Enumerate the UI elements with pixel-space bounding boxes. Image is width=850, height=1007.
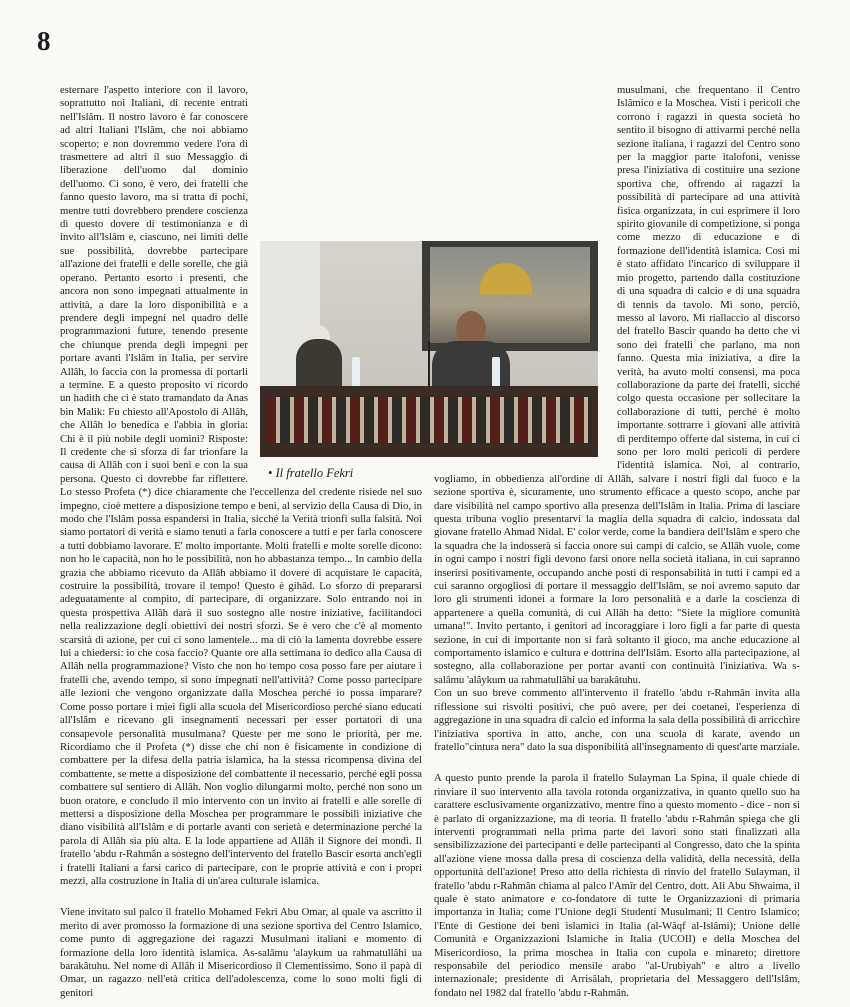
paragraph-gap — [60, 888, 422, 906]
right-paragraph-1: musulmani, che frequentano il Centro Islâmico e la Moschea. Visti i pericoli che corrono i ragazzi in questa società ho sentito il bisogno di attivarmi perché nella sezione italiana, i ragazzi del Centro sono per la maggior parte italofoni, venisse presa l'iniziativa di costituire una sezione sportiva che, offrendo ai ragazzi la possibilità di partecipare ad una attività fisica organizzata, in cui esprimere il loro spirito giovanile di competizione, si ponga come mezzo di educazione e di formazione dell'identità islamica. Così mi è stato affidato l'incarico di sviluppare il mio progetto, partendo dalla costituzione di una squadra di calcio e di una squadra di tennis da tavolo. Mi sono, perciò, messo al lavoro. Mi riallaccio al discorso del fratello Bascir quando ha detto che vi sono dei fratelli che parlano, ma non fanno. Questa mia iniziativa, a dire la verità, ha avuto molti consensi, ma poca collaborazione da parte dei fratelli, sicché colgo questa occasione per sollecitare la collaborazione di tutti, perché è molto importante sottrarre i giovani alle attività di perditempo offerte dal sistema, in cui ci sono per loro molti pericoli di perdere l'identità islamica. Noi, al contrario, vogliamo, in obbedienza all'ordine di Allâh, salvare i nostri figli dal fuoco e la sezione sportiva è, sicuramente, uno strumento efficace a questo scopo, anche par dare visibilità nel campo sportivo alla presenza dell'Islâm in Italia. Prima di lasciare questa tribuna voglio presentarvi la maglia della squadra di calcio, indossata dal giovane fratello Ahmad Nidal. E' color verde, come la bandiera dell'Islâm e spero che la squadra che la indosserà si faccia onore sui campi di calcio, se Allâh vuole, come in ogni campo i nostri figli devono farsi onore nella società italiana, in cui sapranno inserirsi positivamente, occupando anche posti di responsabilità in tutti i campi ed a cui saranno orgogliosi di portare il messaggio dell'Islâm, se noi avremo saputo dar loro gli strumenti idonei a formare la loro personalità e a darle la coscienza di appartenere a quella comunità, di cui Allâh ha detto: "Siete la migliore comunità umana!". Invito pertanto, i genitori ad incoraggiare i loro figli a far parte di questa sezione, in cui di importante non si farà soltanto il gioco, ma anche educazione al comportamento islamico e cultura e dottrina dell'Islâm. Esorto alla partecipazione, al sostegno, alla collaborazione per portar avanti con continuità l'iniziativa. Wa s-salâmu 'alâykum ua rahmatullâhi ua barakâtuhu. — [434, 84, 800, 686]
left-paragraph-2: Viene invitato sul palco il fratello Mohamed Fekri Abu Omar, al quale va ascritto il merito di aver promosso la formazione di una sezione sportiva del Centro Islamico, come punto di aggregazione dei ragazzi Musulmani italiani e momento di formazione della loro identità islamica. As-salâmu 'alaykum ua rahmatullâhi ua barakâtuhu. Nel nome di Allâh il Misericordioso il Clementissimo. Sono il papà di Omar, un ragazzo nell'età critica dell'adolescenza, come lo sono molti figli di genitori — [60, 906, 422, 999]
photo-person-left — [296, 339, 342, 391]
photo-bottle — [352, 357, 360, 387]
photo-caption: • Il fratello Fekri — [268, 466, 354, 480]
photo-bottle — [492, 357, 500, 387]
right-text-column — [434, 84, 800, 1000]
page-number: 8 — [37, 26, 51, 56]
speaker-photo — [260, 241, 598, 457]
paragraph-gap — [434, 754, 800, 772]
photo-table-cloth — [266, 397, 592, 443]
photo-picture — [430, 247, 590, 343]
left-paragraph-1: esternare l'aspetto interiore con il lavoro, soprattutto noi Italiani, di recente entrati nell'Islâm. Il nostro lavoro è far conoscere ad altri Italiani l'Islâm, che noi abbiamo scoperto; e non dovremmo vedere l'ora di trasmettere ad altri il suo Messaggio di liberazione dell'uomo dal dominio dell'uomo. Ci sono, è vero, dei fratelli che fanno questo lavoro, ma si tratta di pochi, mentre tutti dovrebbero prendere coscienza di questo dovere di testimonianza e di invito all'Islâm e, ciascuno, nei limiti delle sue possibilità, dovrebbe partecipare all'azione dei fratelli e delle sorelle, che già operano. Pertanto esorto i presenti, che ancora non sono impegnati attualmente in attività, a dare la loro disponibilità e a prendere degli impegni nel quadro delle programmazioni future, tenendo presente che chiunque prenda degli impegni per portare avanti l'Islâm in Italia, per servire Allâh, lo faccia con la promessa di portarli a termine. E a questo proposito vi ricordo un hadith che ci è stato tramandato da Anas bin Malik: Fu chiesto all'Apostolo di Allâh, che Allâh lo benedica e l'abbia in gloria: Chi è il più nobile degli uomini? Risposte: Il credente che si sforza di far trionfare la causa di Allâh con i suoi beni e con la sua persona. Questo ci dovrebbe far riflettere. Lo stesso Profeta (*) dice chiaramente che l'eccellenza del credente risiede nel suo impegno, cioè mettere a disposizione tempo e beni, al servizio della Causa di Dio, in modo che l'Islâm possa espandersi in Italia, sicché la Verità trionfi sulla falsità. Noi siamo portatori di verità e siamo tenuti a farla conoscere a tutti e per farla conoscere a tutti dobbiamo lavorare. E' molto importante. Molti fratelli e molte sorelle dicono: non ho le capacità, non ho le possibilità, non ho abbastanza tempo... In cambio della grazia che abbiamo ricevuto da Allâh abbiamo il dovere di acquistare le capacità, costruire la possibilità, trovare il tempo! Questo è gihâd. Lo sforzo di prepararsi adeguatamente al compito, di partecipare, di organizzare. Solo entrando noi in questa prospettiva Allâh darà il suo sostegno alle nostre iniziative, facilitandoci nella realizzazione degli obiettivi dei nostri sforzi. Se è vero che c'è al momento scarsità di azione, per cui ci sono lamentele... ma di ciò la lamenta dovrebbe essere lui a chiedersi: io che cosa faccio? Quante ore alla settimana io dedico alla Causa di Allâh nella programmazione? Visto che non ho tempo cosa posso fare per aiutare i fratelli che, avendo tempo, si sono impegnati nell'attività? Come posso partecipare alle lezioni che vengono organizzate dalla Moschea perché io possa imparare? Come posso portare i miei figli alla scuola del Misericordioso perché siano educati all'Islâm e ricevano gli insegnamenti necessari per esser portatori di una consapevole personalità musulmana? Queste per me sono le priorità, per me. Ricordiamo che il Profeta (*) disse che chi non è fisicamente in condizione di combattere per la difesa della patria islamica, ha la stessa ricompensa divina del combattente, se mette a disposizione del combattente il necessario, perché egli possa combattere sul sentiero di Allâh. Non voglio dilungarmi molto, perché non sono un buon oratore, e concludo il mio intervento con un invito ai fratelli e alle sorelle di mettersi a disposizione della Moschea per programmare le possibili iniziative che diano visibilità all'Islâm e di portarle avanti con serietà e determinazione perché la parola di Allâh sia più alta. E la lode appartiene ad Allâh il Signore dei mondi. Il fratello 'abdu r-Rahmân a sostegno dell'intervento del fratello Bascir esorta anch'egli i fratelli Italiani a farsi carico di partecipare, con le proprie attività e con i propri mezzi, alla costruzione in Italia di un'area culturale islamica. — [60, 84, 422, 887]
photo-microphone — [428, 341, 430, 387]
left-text-column — [60, 84, 422, 1000]
right-paragraph-3: A questo punto prende la parola il fratello Sulayman La Spina, il quale chiede di rinviare il suo intervento alla tavola rotonda organizzativa, in quanto quello suo ha carattere esclusivamente organizzativo, mentre fino a questo momento - dice - non si è parlato di organizzazione, ma di teoria. Il fratello 'abdu r-Rahmân spiega che gli interventi programmati nella prima parte dei lavori sono stati finalizzati alla sensibilizzazione dei partecipanti e delle partecipanti al Congresso, dato che la spinta all'azione viene mossa dalla presa di coscienza della validità, della necessità, della opportunità dell'azione! Preso atto della richiesta di rinvio del fratello Sulayman, il fratello 'abdu r-Rahmân chiama al palco l'Amîr del Centro, dott. Ali Abu Shwaima, il quale è stato animatore e co-fondatore di tutte le Organizzazioni di primaria importanza in Italia; come l'Unione degli Studenti Musulmani; Il Centro Islamico; l'Ente di Gestione dei beni islamici in Italia (al-Wâqf al-Islâmi); Unione delle Comunità e Organizzazioni Islamiche in Italia (UCOII) e della Moschea del Misericordioso, la prima moschea in Italia con cupola e minareto; direttore responsabile del periodico mensile arabo "al-Urubiyah" e altro a livello internazionale; presidente di Arrisâlah, proprietaria del Messaggero dell'Islâm, fondato nel 1982 dal fratello 'abdu r-Rahmân. — [434, 772, 800, 999]
right-paragraph-2: Con un suo breve commento all'intervento il fratello 'abdu r-Rahmân invita alla riflessione sui risvolti positivi, che può avere, per dei coetanei, l'esperienza di aggregazione in una squadra di calcio ed informa la sala della possibilità di arricchire l'iniziativa sportiva in atto, anche, con una scuola di karate, avendo un fratello"cintura nera" dato la sua disponibilità all'insegnamento di quest'arte marziale. — [434, 687, 800, 753]
